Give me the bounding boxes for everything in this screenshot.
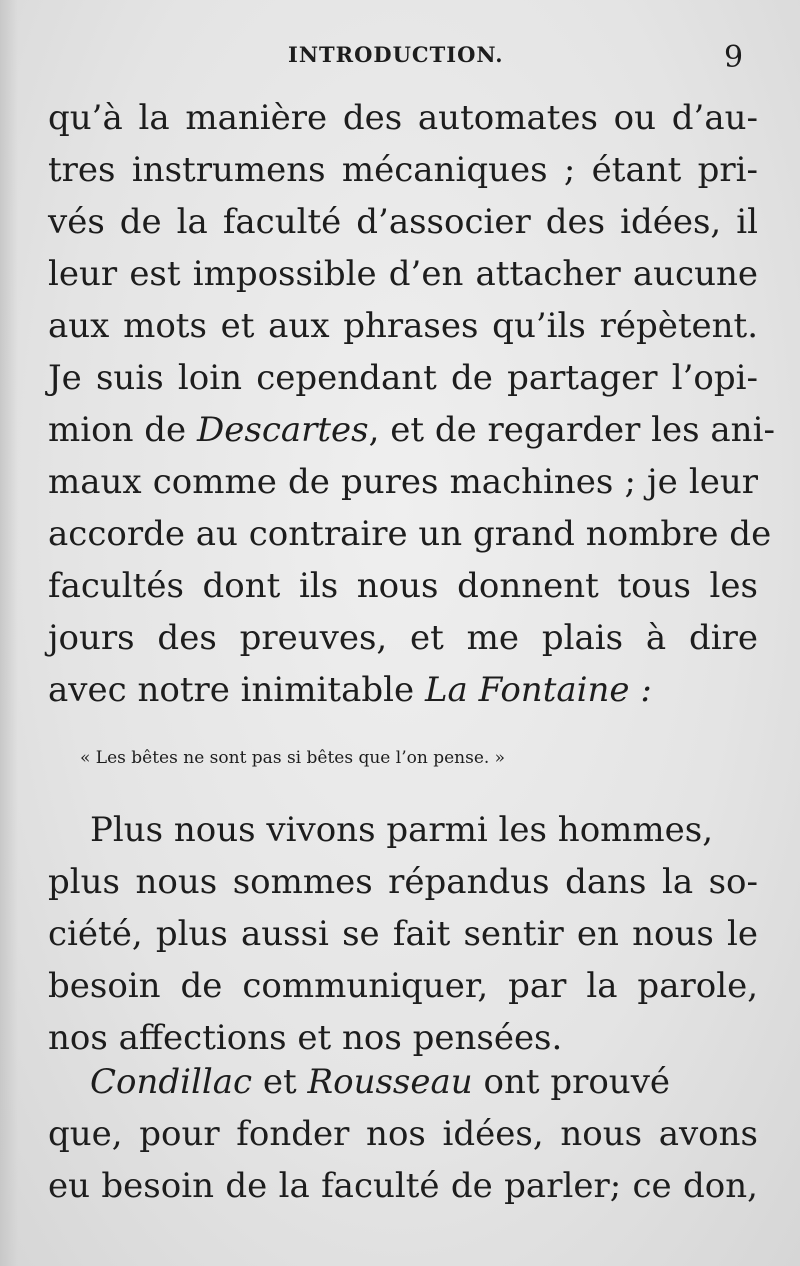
paragraph-2: [48, 804, 758, 1064]
text-run: , et de regarder les ani-: [368, 410, 775, 450]
italic-name-descartes: Descartes: [197, 410, 369, 450]
text-line: eu besoin de la faculté de parler; ce don,: [48, 1166, 758, 1206]
text-line: tres instrumens mécaniques ; étant pri-: [48, 150, 758, 190]
text-line: qu’à la manière des automates ou d’au-: [48, 98, 758, 138]
text-line: [48, 664, 758, 716]
text-line: [48, 1056, 758, 1108]
paragraph-3: [48, 1056, 758, 1212]
text-line: Plus nous vivons parmi les hommes,: [90, 810, 714, 850]
text-line: leur est impossible d’en attacher aucune: [48, 254, 758, 294]
paragraph-1: [48, 92, 775, 716]
quotation: « Les bêtes ne sont pas si bêtes que l’on pense. »: [80, 748, 506, 768]
text-line: vés de la faculté d’associer des idées, il: [48, 202, 758, 242]
text-line: facultés dont ils nous donnent tous les: [48, 566, 758, 606]
text-line: accorde au contraire un grand nombre de: [48, 514, 772, 554]
running-head: INTRODUCTION.: [288, 42, 504, 67]
text-line: maux comme de pures machines ; je leur: [48, 462, 758, 502]
text-line: nos affections et nos pensées.: [48, 1018, 563, 1058]
text-run: avec notre inimitable: [48, 670, 415, 710]
page-number: 9: [724, 40, 744, 75]
text-line: que, pour fonder nos idées, nous avons: [48, 1114, 758, 1154]
text-line: aux mots et aux phrases qu’ils répètent.: [48, 306, 758, 346]
text-line: jours des preuves, et me plais à dire: [48, 618, 758, 658]
italic-name-la-fontaine: La Fontaine :: [424, 670, 652, 710]
text-run: et: [262, 1062, 297, 1102]
text-line: besoin de communiquer, par la parole,: [48, 966, 758, 1006]
text-run: ont prouvé: [483, 1062, 671, 1102]
text-line: Je suis loin cependant de partager l’opi-: [48, 358, 758, 398]
text-run: mion de: [48, 410, 187, 450]
text-line: [48, 404, 775, 456]
italic-name-rousseau: Rousseau: [307, 1062, 473, 1102]
text-line: plus nous sommes répandus dans la so-: [48, 862, 758, 902]
page-gutter-shadow: [0, 0, 18, 1266]
italic-name-condillac: Condillac: [90, 1062, 253, 1102]
text-line: ciété, plus aussi se fait sentir en nous le: [48, 914, 758, 954]
